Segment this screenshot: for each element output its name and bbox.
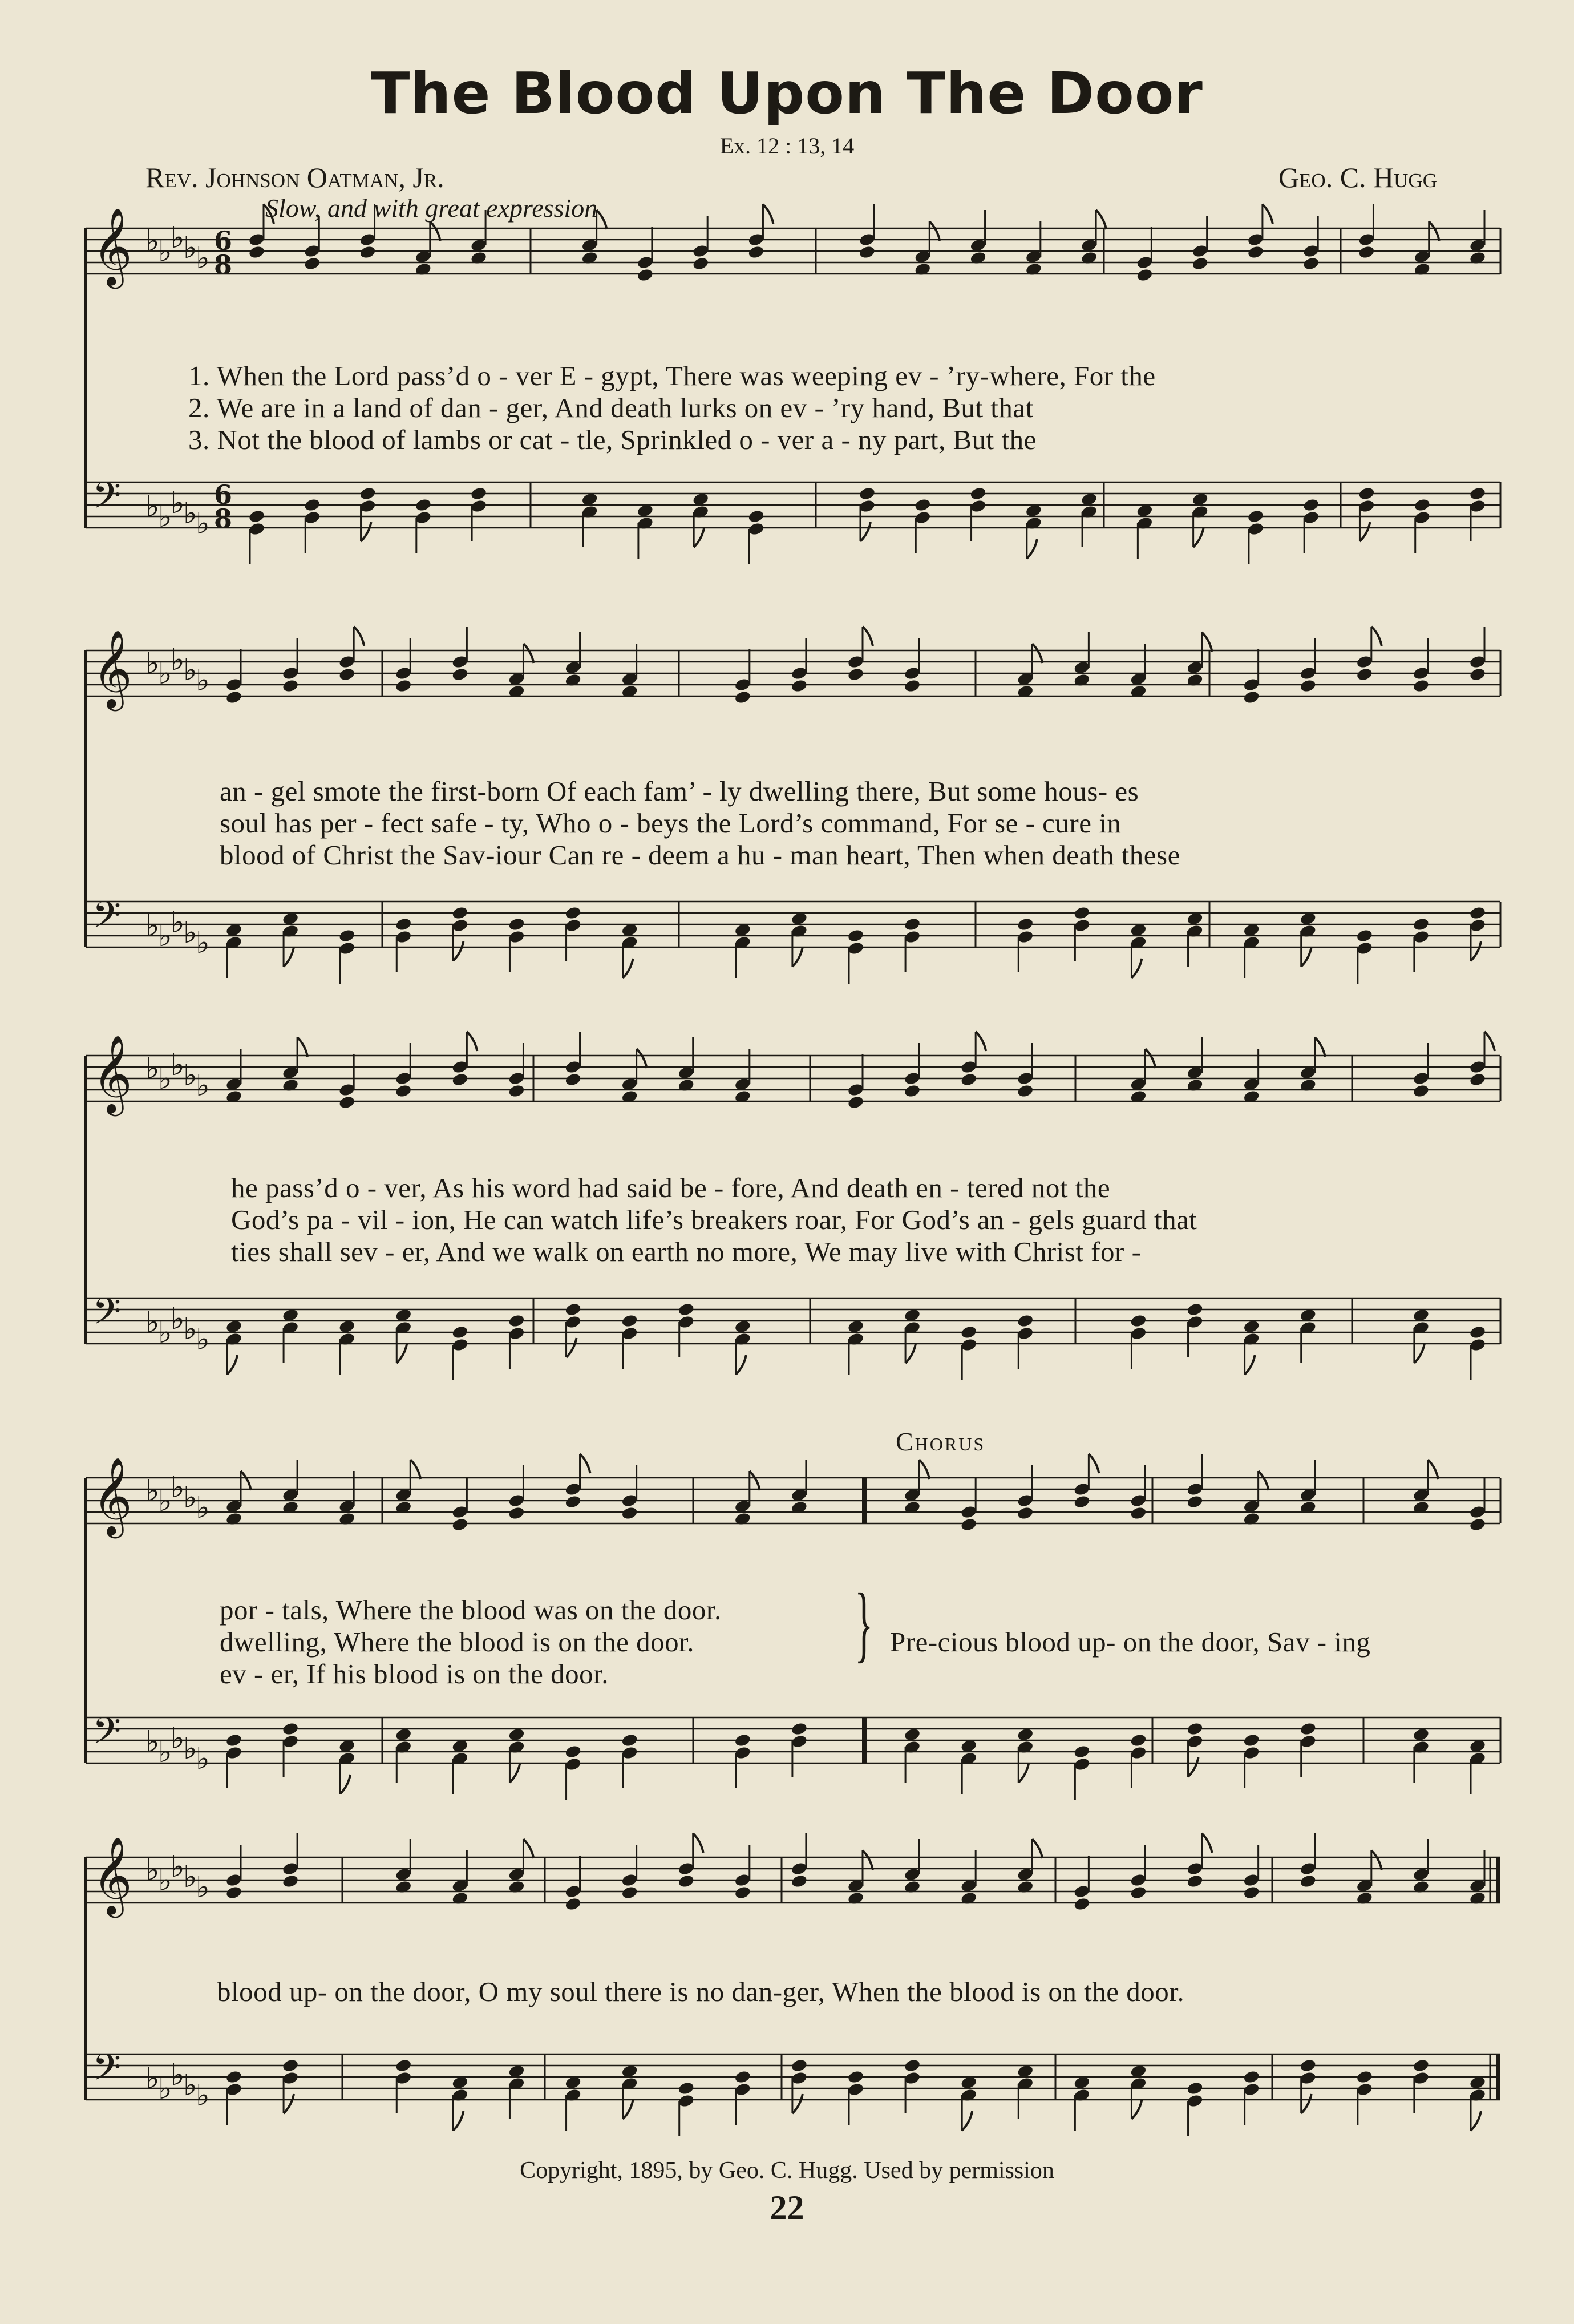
note-head xyxy=(451,1325,469,1340)
note-flag xyxy=(694,528,704,547)
note-head xyxy=(1130,1506,1147,1521)
treble-clef-icon: 𝄞 xyxy=(92,1456,132,1535)
scripture-reference: Ex. 12 : 13, 14 xyxy=(719,133,855,159)
note-head xyxy=(508,917,525,932)
note-flag xyxy=(1018,1763,1029,1783)
note-head xyxy=(1413,2058,1430,2073)
note-head xyxy=(734,1733,752,1748)
lyricist: Rev. Johnson Oatman, Jr. xyxy=(145,161,444,193)
note-flag xyxy=(340,1775,350,1794)
note-head xyxy=(960,1517,978,1532)
note-flag xyxy=(354,627,364,646)
note-flag xyxy=(763,204,773,224)
note-head xyxy=(791,2058,808,2073)
note-head xyxy=(677,1302,695,1317)
note-flag xyxy=(1484,1032,1495,1051)
note-head xyxy=(847,2070,865,2084)
note-head xyxy=(1469,1517,1487,1532)
flat-icon: ♭ xyxy=(145,1853,160,1888)
flat-icon: ♭ xyxy=(158,919,172,953)
note-head xyxy=(692,256,710,271)
note-head xyxy=(621,1885,638,1900)
note-flag xyxy=(430,221,440,241)
note-flag xyxy=(976,1032,986,1051)
note-head xyxy=(1186,1721,1204,1736)
time-signature-denominator: 8 xyxy=(214,503,233,534)
note-flag xyxy=(1096,210,1106,229)
note-head xyxy=(451,667,469,682)
note-flag xyxy=(623,2100,633,2119)
note-flag xyxy=(919,1460,929,1479)
note-head xyxy=(734,690,752,705)
note-head xyxy=(847,667,865,682)
note-head xyxy=(1191,256,1209,271)
note-head xyxy=(747,245,765,260)
flat-icon: ♭ xyxy=(196,1491,210,1525)
lyric-line: 1. When the Lord pass’d o - ver E - gypt, There was weeping ev - ’ry-where, For the xyxy=(188,360,1156,391)
note-head xyxy=(1302,256,1320,271)
note-head xyxy=(1073,1897,1091,1911)
note-head xyxy=(1073,1494,1091,1509)
flat-icon: ♭ xyxy=(158,1735,172,1769)
note-head xyxy=(1073,1744,1091,1759)
composer: Geo. C. Hugg xyxy=(1278,161,1437,193)
note-head xyxy=(1469,667,1487,682)
note-flag xyxy=(1032,1839,1042,1858)
note-head xyxy=(904,2058,921,2073)
flat-icon: ♭ xyxy=(183,1312,197,1347)
note-head xyxy=(1130,1885,1147,1900)
note-head xyxy=(304,498,321,512)
note-head xyxy=(960,1325,978,1340)
lyric-line: 3. Not the blood of lambs or cat - tle, Sprinkled o - ver a - ny part, But the xyxy=(188,424,1037,455)
flat-icon: ♭ xyxy=(145,1725,160,1759)
note-head xyxy=(1469,1072,1487,1087)
note-head xyxy=(1130,1313,1147,1328)
note-head xyxy=(1413,498,1431,512)
flat-icon: ♭ xyxy=(196,241,210,276)
flat-icon: ♭ xyxy=(145,1052,160,1086)
note-flag xyxy=(567,1338,577,1357)
treble-clef-icon: 𝄞 xyxy=(92,1034,132,1113)
flat-icon: ♭ xyxy=(171,1850,185,1884)
note-head xyxy=(1413,1084,1430,1098)
note-head xyxy=(1469,1325,1487,1340)
flat-icon: ♭ xyxy=(183,1732,197,1766)
note-head xyxy=(508,1506,525,1521)
note-head xyxy=(791,678,808,693)
note-flag xyxy=(1301,2094,1312,2113)
flat-icon: ♭ xyxy=(158,1484,172,1518)
flat-icon: ♭ xyxy=(196,1870,210,1905)
note-head xyxy=(395,1084,412,1098)
note-head xyxy=(1243,1733,1260,1748)
flat-icon: ♭ xyxy=(183,496,197,531)
note-flag xyxy=(863,1850,873,1870)
note-head xyxy=(470,486,488,501)
time-signature-numerator: 6 xyxy=(214,479,233,510)
note-head xyxy=(395,2058,412,2073)
note-flag xyxy=(467,1032,477,1051)
note-head xyxy=(859,486,876,501)
flat-icon: ♭ xyxy=(158,500,172,534)
note-head xyxy=(415,498,432,512)
note-head xyxy=(451,1517,469,1532)
note-head xyxy=(791,1721,808,1736)
note-head xyxy=(914,498,932,512)
note-head xyxy=(904,1084,921,1098)
lyric-line: blood up- on the door, O my soul there is no dan-ger, When the blood is on the door. xyxy=(217,1976,1185,2007)
note-flag xyxy=(284,947,294,967)
flat-icon: ♭ xyxy=(145,1306,160,1340)
lyric-line: ties shall sev - er, And we walk on earth no more, We may live with Christ for - xyxy=(231,1236,1142,1267)
note-head xyxy=(1299,678,1317,693)
note-head xyxy=(508,1084,525,1098)
note-head xyxy=(1186,2081,1204,2096)
flat-icon: ♭ xyxy=(196,507,210,541)
note-flag xyxy=(792,2094,803,2113)
note-head xyxy=(1186,1874,1204,1889)
note-head xyxy=(248,509,266,524)
time-signature-denominator: 8 xyxy=(214,249,233,280)
note-flag xyxy=(1259,1471,1269,1490)
note-flag xyxy=(241,1471,251,1490)
note-head xyxy=(1413,917,1430,932)
note-flag xyxy=(962,2111,972,2131)
lyric-line: God’s pa - vil - ion, He can watch life’s breakers roar, For God’s an - gels guard that xyxy=(231,1204,1197,1235)
note-head xyxy=(248,245,266,260)
note-head xyxy=(1017,917,1034,932)
note-head xyxy=(1243,690,1260,705)
flat-icon: ♭ xyxy=(183,653,197,688)
note-head xyxy=(1469,486,1487,501)
note-head xyxy=(359,245,377,260)
note-head xyxy=(304,256,321,271)
lyric-line: por - tals, Where the blood was on the door. xyxy=(220,1594,722,1626)
note-head xyxy=(1299,1721,1317,1736)
flat-icon: ♭ xyxy=(171,221,185,255)
note-head xyxy=(282,1874,300,1889)
flat-icon: ♭ xyxy=(196,1742,210,1776)
note-flag xyxy=(792,947,803,967)
note-head xyxy=(564,906,582,920)
note-flag xyxy=(929,221,940,241)
flat-icon: ♭ xyxy=(145,224,160,258)
note-flag xyxy=(396,1344,407,1363)
note-head xyxy=(1356,667,1374,682)
note-head xyxy=(564,1494,582,1509)
note-flag xyxy=(1032,644,1042,663)
note-flag xyxy=(1471,941,1481,961)
note-head xyxy=(1186,1302,1204,1317)
flat-icon: ♭ xyxy=(196,2079,210,2113)
note-head xyxy=(225,1733,243,1748)
note-head xyxy=(225,2070,243,2084)
flat-icon: ♭ xyxy=(183,1058,197,1093)
note-flag xyxy=(453,941,463,961)
tempo-marking: Slow, and with great expression xyxy=(265,193,598,223)
note-head xyxy=(508,1313,525,1328)
flat-icon: ♭ xyxy=(171,1470,185,1505)
lyric-line: he pass’d o - ver, As his word had said be - fore, And death en - tered not the xyxy=(231,1172,1111,1203)
note-flag xyxy=(623,959,633,978)
note-head xyxy=(1299,2058,1317,2073)
flat-icon: ♭ xyxy=(183,2068,197,2103)
note-flag xyxy=(1371,1850,1382,1870)
note-flag xyxy=(1145,1049,1155,1068)
note-head xyxy=(859,245,876,260)
note-head xyxy=(969,486,987,501)
note-flag xyxy=(284,2094,294,2113)
note-head xyxy=(1469,906,1487,920)
note-flag xyxy=(523,644,533,663)
note-head xyxy=(621,1733,638,1748)
flat-icon: ♭ xyxy=(171,1302,185,1336)
note-head xyxy=(282,1721,300,1736)
note-head xyxy=(225,690,243,705)
note-flag xyxy=(1131,959,1142,978)
note-flag xyxy=(1245,1355,1255,1375)
flat-icon: ♭ xyxy=(171,2058,185,2092)
flat-icon: ♭ xyxy=(183,1481,197,1515)
note-flag xyxy=(361,522,371,541)
note-flag xyxy=(523,1839,533,1858)
note-head xyxy=(395,917,412,932)
flat-icon: ♭ xyxy=(171,1048,185,1082)
flat-icon: ♭ xyxy=(145,909,160,943)
bass-clef-icon: 𝄢 xyxy=(92,475,122,526)
note-head xyxy=(1017,1506,1034,1521)
note-flag xyxy=(264,204,274,224)
note-flag xyxy=(1193,528,1204,547)
note-flag xyxy=(693,1833,703,1853)
note-head xyxy=(960,1072,978,1087)
note-head xyxy=(791,1874,808,1889)
flat-icon: ♭ xyxy=(158,2072,172,2106)
note-head xyxy=(338,1095,356,1110)
note-flag xyxy=(1428,1460,1438,1479)
note-head xyxy=(451,906,469,920)
time-signature-numerator: 6 xyxy=(214,225,233,256)
note-flag xyxy=(1202,1833,1212,1853)
page-number: 22 xyxy=(770,2189,804,2226)
flat-icon: ♭ xyxy=(196,1069,210,1103)
note-flag xyxy=(1371,627,1382,646)
treble-clef-icon: 𝄞 xyxy=(92,207,132,285)
flat-icon: ♭ xyxy=(171,1721,185,1756)
note-flag xyxy=(1471,2111,1481,2131)
note-head xyxy=(637,268,654,282)
note-head xyxy=(1017,1313,1034,1328)
flat-icon: ♭ xyxy=(145,1474,160,1508)
note-head xyxy=(677,1874,695,1889)
flat-icon: ♭ xyxy=(196,1323,210,1357)
lyric-line: 2. We are in a land of dan - ger, And death lurks on ev - ’ry hand, But that xyxy=(188,392,1034,423)
flat-icon: ♭ xyxy=(158,235,172,269)
note-flag xyxy=(1301,947,1312,967)
note-head xyxy=(564,1072,582,1087)
flat-icon: ♭ xyxy=(183,231,197,265)
note-head xyxy=(359,486,377,501)
note-flag xyxy=(509,1763,520,1783)
note-flag xyxy=(453,2111,463,2131)
note-head xyxy=(1073,906,1091,920)
note-flag xyxy=(860,522,871,541)
lyric-line: an - gel smote the first-born Of each fam’ - ly dwelling there, But some hous- es xyxy=(220,775,1139,807)
note-head xyxy=(677,2081,695,2096)
note-flag xyxy=(1414,1344,1425,1363)
note-head xyxy=(451,1072,469,1087)
note-flag xyxy=(1315,1037,1325,1057)
flat-icon: ♭ xyxy=(158,1316,172,1350)
note-head xyxy=(395,678,412,693)
note-head xyxy=(564,1744,582,1759)
note-head xyxy=(1130,1733,1147,1748)
note-flag xyxy=(736,1355,746,1375)
flat-icon: ♭ xyxy=(171,906,185,940)
note-head xyxy=(1356,928,1374,943)
note-head xyxy=(747,509,765,524)
note-head xyxy=(564,1897,582,1911)
note-flag xyxy=(580,1454,590,1473)
note-head xyxy=(734,2070,752,2084)
note-head xyxy=(1247,509,1265,524)
note-head xyxy=(1358,486,1375,501)
note-head xyxy=(1356,2070,1374,2084)
note-flag xyxy=(863,627,873,646)
lyric-line: dwelling, Where the blood is on the door. xyxy=(220,1626,695,1658)
flat-icon: ♭ xyxy=(145,646,160,681)
note-head xyxy=(621,1313,638,1328)
note-flag xyxy=(1359,522,1370,541)
note-head xyxy=(1243,1885,1260,1900)
note-head xyxy=(225,1885,243,1900)
note-head xyxy=(1017,1084,1034,1098)
lyric-line: blood of Christ the Sav-iour Can re - deem a hu - man heart, Then when death these xyxy=(220,839,1180,871)
note-flag xyxy=(905,1344,916,1363)
note-head xyxy=(282,2058,300,2073)
note-flag xyxy=(637,1049,647,1068)
flat-icon: ♭ xyxy=(158,1062,172,1096)
flat-icon: ♭ xyxy=(183,1860,197,1894)
note-flag xyxy=(1089,1454,1099,1473)
hymn-title: The Blood Upon The Door xyxy=(371,60,1203,127)
lyric-line: soul has per - fect safe - ty, Who o - beys the Lord’s command, For se - cure in xyxy=(220,807,1122,839)
note-head xyxy=(282,678,300,693)
copyright-notice: Copyright, 1895, by Geo. C. Hugg. Used by permission xyxy=(520,2157,1054,2184)
note-head xyxy=(847,1095,865,1110)
flat-icon: ♭ xyxy=(196,926,210,960)
flat-icon: ♭ xyxy=(145,490,160,524)
treble-clef-icon: 𝄞 xyxy=(92,1836,132,1914)
flat-icon: ♭ xyxy=(183,916,197,950)
flat-icon: ♭ xyxy=(158,657,172,691)
note-head xyxy=(1247,245,1265,260)
flat-icon: ♭ xyxy=(145,2062,160,2096)
note-head xyxy=(1358,245,1375,260)
verse-brace: } xyxy=(855,1576,873,1671)
note-head xyxy=(1302,498,1320,512)
bass-clef-icon: 𝄢 xyxy=(92,1291,122,1342)
bass-clef-icon: 𝄢 xyxy=(92,894,122,945)
note-flag xyxy=(1131,2100,1142,2119)
note-flag xyxy=(227,1355,237,1375)
note-flag xyxy=(750,1471,760,1490)
treble-clef-icon: 𝄞 xyxy=(92,629,132,708)
note-head xyxy=(1136,268,1154,282)
chorus-lyric: Pre-cious blood up- on the door, Sav - ing xyxy=(890,1626,1371,1658)
note-flag xyxy=(1202,632,1212,652)
note-head xyxy=(1243,2070,1260,2084)
note-head xyxy=(338,928,356,943)
note-head xyxy=(564,1302,582,1317)
note-head xyxy=(734,1885,752,1900)
chorus-label: Chorus xyxy=(896,1427,986,1456)
bass-clef-icon: 𝄢 xyxy=(92,1710,122,1761)
note-flag xyxy=(1263,204,1273,224)
note-flag xyxy=(597,210,607,229)
note-head xyxy=(1413,678,1430,693)
note-flag xyxy=(410,1460,420,1479)
note-head xyxy=(904,678,921,693)
bass-clef-icon: 𝄢 xyxy=(92,2047,122,2098)
note-head xyxy=(1186,1494,1204,1509)
note-flag xyxy=(1188,1757,1199,1777)
flat-icon: ♭ xyxy=(158,1864,172,1898)
note-head xyxy=(338,667,356,682)
note-flag xyxy=(297,1037,307,1057)
note-head xyxy=(621,1506,638,1521)
note-flag xyxy=(1429,221,1439,241)
note-head xyxy=(904,917,921,932)
note-head xyxy=(1299,1874,1317,1889)
flat-icon: ♭ xyxy=(171,486,185,520)
flat-icon: ♭ xyxy=(196,664,210,698)
note-head xyxy=(847,928,865,943)
lyric-line: ev - er, If his blood is on the door. xyxy=(220,1658,609,1690)
flat-icon: ♭ xyxy=(171,643,185,677)
note-flag xyxy=(1027,539,1037,559)
